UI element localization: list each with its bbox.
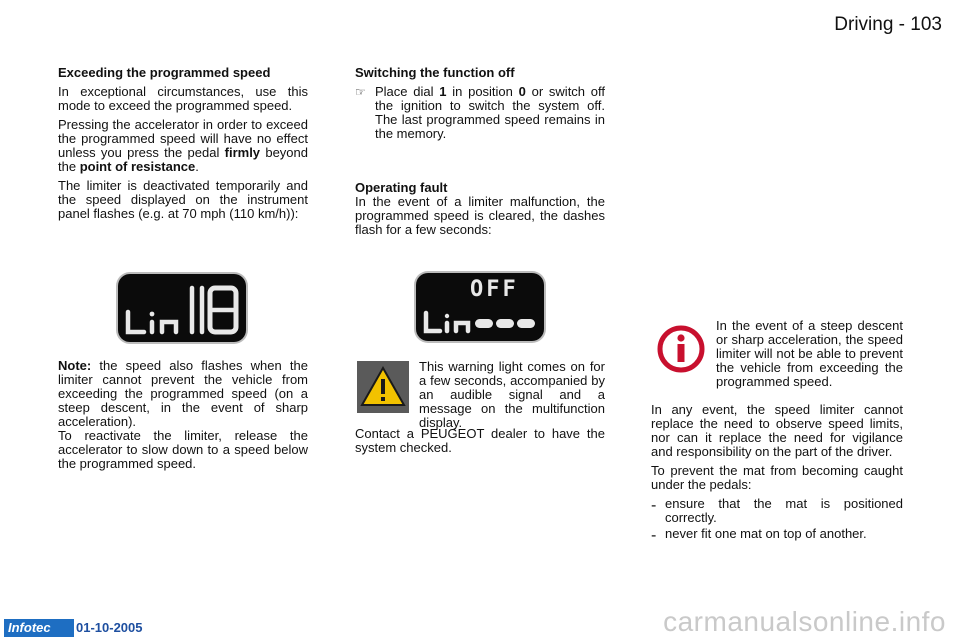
- fault-display-off: [416, 273, 544, 341]
- paragraph-mat: To prevent the mat from becoming caught under the pedals:: [651, 463, 903, 492]
- paragraph-exceptional: In exceptional circumstances, use this mode to exceed the programmed speed.: [58, 84, 308, 113]
- note-label: Note:: [58, 358, 92, 373]
- text-segment: in position: [446, 84, 519, 99]
- paragraph-pressing: [58, 118, 308, 174]
- text-segment: .: [195, 159, 199, 174]
- warning-text-block: [419, 360, 605, 430]
- paragraph-any-event: In any event, the speed limiter cannot replace the need to observe speed limits, nor can it replace the need for vigilance and responsibility on the part of the driver.: [651, 402, 903, 459]
- column-responsibility: [651, 403, 903, 545]
- text-segment: or switch off the ignition to switch the system off. The last programmed speed remains in the memory.: [375, 84, 605, 141]
- list-item-text: ensure that the mat is positioned correctly.: [665, 496, 903, 525]
- dash-marker: -: [651, 527, 657, 544]
- heading-operating-fault: Operating fault: [355, 180, 448, 195]
- paragraph-note: [58, 359, 308, 429]
- text-segment: Pressing the accelerator in order to exceed the programmed speed will have no effect unless you press the pedal: [58, 117, 308, 160]
- list-item: [651, 527, 903, 545]
- footer-date: 01-10-2005: [76, 620, 143, 635]
- column-switching-off: [355, 66, 605, 141]
- paragraph-reactivate: To reactivate the limiter, release the accelerator to slow down to a speed below the programmed speed.: [58, 428, 308, 471]
- infotec-logo: Infotec: [4, 619, 74, 637]
- hand-pointer-icon: ☞: [355, 85, 366, 99]
- emphasis-point-of-resistance: point of resistance: [79, 159, 196, 174]
- list-item-text: never fit one mat on top of another.: [665, 526, 867, 541]
- speed-display-110: [118, 274, 246, 342]
- lcd-digits-icon: [118, 274, 246, 342]
- column-exceeding-speed: [58, 66, 308, 221]
- dial-number: 1: [439, 84, 447, 99]
- column-operating-fault: [355, 181, 605, 237]
- column-notes: [58, 359, 308, 471]
- text-segment: Place dial: [375, 84, 440, 99]
- instruction-text: [375, 85, 605, 141]
- text-segment: beyond the: [58, 145, 308, 174]
- warning-light-icon: [357, 361, 409, 413]
- info-text-block: [716, 319, 903, 389]
- paragraph-warning-light: This warning light comes on for a few seconds, accompanied by an audible signal and a message on the multifunction display.: [419, 359, 605, 430]
- note-text: the speed also flashes when the limiter cannot prevent the vehicle from exceeding the programmed speed (on a steep descent, in the event of sharp acceleration).: [58, 358, 308, 429]
- instruction-item: [355, 85, 605, 141]
- emphasis-firmly: firmly: [224, 145, 261, 160]
- watermark: carmanualsonline.info: [663, 606, 946, 637]
- contact-block: [355, 427, 605, 455]
- heading-switching-off: Switching the function off: [355, 65, 515, 80]
- page-header: Driving - 103: [834, 14, 942, 35]
- paragraph-contact-dealer: Contact a PEUGEOT dealer to have the system checked.: [355, 426, 605, 455]
- paragraph-info-steep: In the event of a steep descent or sharp acceleration, the speed limiter will not be able to prevent the vehicle from exceeding the programmed speed.: [716, 318, 903, 389]
- paragraph-malfunction: In the event of a limiter malfunction, the programmed speed is cleared, the dashes flash for a few seconds:: [355, 194, 605, 237]
- info-icon: [655, 323, 707, 375]
- position-number: 0: [518, 84, 526, 99]
- paragraph-deactivated: The limiter is deactivated temporarily and the speed displayed on the instrument panel flashes (e.g. at 70 mph (110 km/h)):: [58, 178, 308, 221]
- heading-exceeding: Exceeding the programmed speed: [58, 65, 271, 80]
- display-off-text: OFF: [470, 277, 519, 302]
- list-item: [651, 497, 903, 525]
- dash-marker: -: [651, 497, 657, 514]
